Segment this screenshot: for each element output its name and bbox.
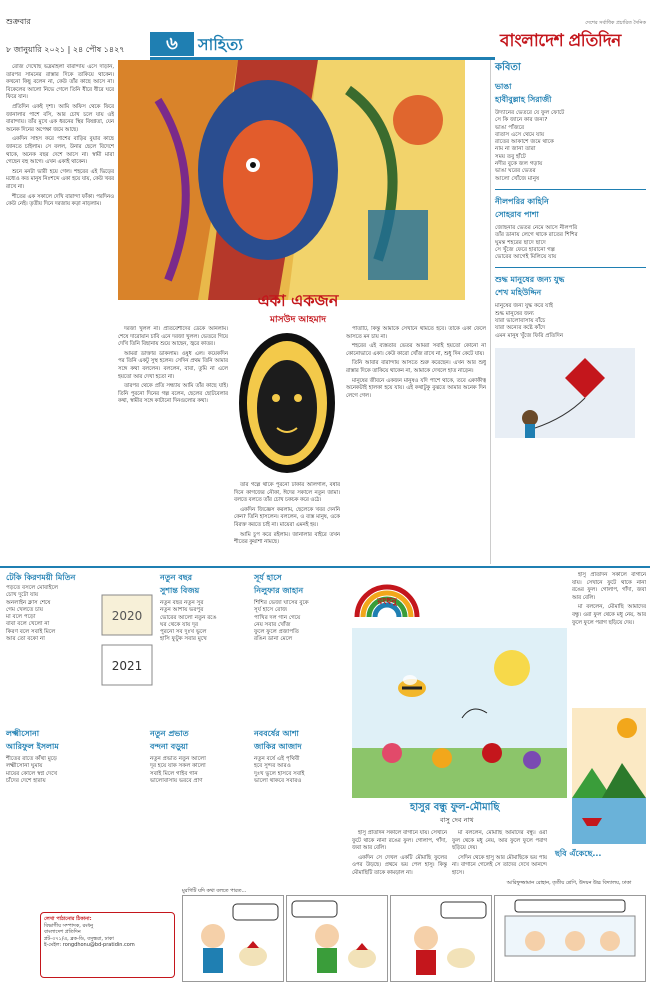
poem-line: হাসি ফুটুক সবার মুখে bbox=[160, 636, 207, 643]
poem-line: সে খুঁজে ফেরে হারানো গল্প bbox=[495, 246, 555, 253]
paragraph: শহরের এই ব্যস্ততার ভেতর আমরা সবাই হয়তো কোনো না কোনোভাবে একা। কেউ কারো খোঁজ রাখে না, শুধু দিন কেটে যায়। bbox=[346, 343, 486, 357]
kids-story-title: হাসুর বন্ধু ফুল-মৌমাছি bbox=[410, 802, 500, 813]
cartoon-strip-2 bbox=[286, 895, 388, 982]
paragraph: একদিন জিজ্ঞেস করলাম, ছেলেকে খবর দেননি কেন? তিনি হাসলেন। বললেন, ও ব্যস্ত মানুষ, ওকে বিরক্ত করতে চাই না। মায়েরা এমনই হয়। bbox=[234, 506, 340, 528]
rongdhonu-label: রংধনু bbox=[377, 597, 397, 607]
paragraph: মানুষের জীবনে একজন মানুষও যদি পাশে থাকে, তবে একাকীত্ব অনেকটাই হালকা হয়ে যায়। এই কথাটুকু বুঝতে আমার অনেক দিন লেগে গেল। bbox=[346, 377, 486, 399]
poem-line: মানুষের জন্য যুদ্ধ করে যাই bbox=[495, 303, 553, 310]
poem-line: ভাঙা ঘরের ভেতর bbox=[495, 168, 536, 175]
kids-poem bbox=[150, 728, 250, 888]
paragraph: মা বললেন, মৌমাছি আমাদের বন্ধু। ওরা ফুল থেকে মধু নেয়, আর ফুলে ফুলে পরাগ ছড়িয়ে দেয়। bbox=[452, 830, 547, 852]
poem-title: নববর্ষের আশা bbox=[254, 729, 299, 738]
page-header bbox=[0, 0, 650, 62]
paragraph: সেদিন থেকে হাসু আর মৌমাছিকে ভয় পায় না। বাগানে গেলেই সে তাদের দেখে আনন্দে হাসে। bbox=[452, 854, 547, 876]
kids-poem bbox=[254, 728, 346, 888]
kids-section-divider bbox=[0, 566, 650, 568]
poem-line: শীতের রাতে কাঁথা মুড়ে bbox=[6, 756, 58, 762]
poem-line: নতুন বর্ষে এই পৃথিবী bbox=[254, 756, 300, 762]
page-number: ৬ bbox=[150, 32, 194, 56]
contact-line: ই-মেইল: rongdhonu@bd-pratidin.com bbox=[44, 942, 135, 948]
contact-line: বাংলাদেশ প্রতিদিন bbox=[44, 929, 81, 935]
paragraph: হাসু প্রতিদিন সকালে বাগানে যায়। সেখানে ফুটে থাকে নানা রঙের ফুল। গোলাপ, গাঁদা, জবা আর বেলি। bbox=[572, 572, 646, 601]
poem bbox=[495, 274, 646, 339]
kite-illustration bbox=[495, 348, 635, 438]
poem-line: অনলাইন ক্লাস শেষে bbox=[6, 599, 51, 606]
poem-title: সূর্য হাসে bbox=[254, 573, 282, 582]
poem-lines bbox=[150, 756, 250, 785]
poem-line: শিশির ভেজা ঘাসের বুকে bbox=[254, 600, 309, 606]
poem bbox=[495, 81, 646, 183]
paragraph: তাঁর গল্পে থাকে পুরনো ঢাকার অলিগলি, বর্ষার দিনে কাগজের নৌকা, ঈদের সকালে নতুন জামা। বলতে বলতে তাঁর চোখ চকচক করে ওঠে। bbox=[234, 482, 340, 504]
paragraph: শুনে মনটা ভারী হয়ে গেল। শহরের এই ভিড়ের মধ্যেও কত মানুষ নিঃশব্দে একা হয়ে যায়, কেউ খবর রাখে না। bbox=[6, 168, 114, 190]
poem-line: নদীর বুকে জল গড়ায় bbox=[495, 161, 543, 168]
poem-author: সোহরাব পাশা bbox=[495, 209, 539, 219]
poetry-heading: কবিতা bbox=[495, 62, 521, 73]
poem-line: লক্ষ্মীসোনা ঘুমায় bbox=[6, 763, 43, 770]
poem-title: নীলপরির কাহিনি bbox=[495, 196, 549, 206]
poem-line: সবাই মিলে গাইব গান bbox=[150, 770, 198, 777]
logo-tagline: দেশের সর্বাধিক প্রচারিত দৈনিক bbox=[585, 20, 646, 26]
poem-line: উদ্যানের ভেতরে যে ফুল ফোটে bbox=[495, 110, 565, 116]
contact-line: বিভাগীয় সম্পাদক, রংধনু bbox=[44, 922, 94, 929]
paragraph: আমি চুপ করে রইলাম। জানালার বাইরে তখন শীতের কুয়াশা নামছে। bbox=[234, 531, 340, 546]
poem-title: নতুন বছর bbox=[160, 573, 193, 582]
story-column-3 bbox=[234, 482, 340, 562]
poem-line: দূর হয়ে যাক সকল কালো bbox=[150, 763, 206, 770]
paragraph: তারপর থেকে প্রতি সন্ধ্যায় আমি তাঁর কাছে যাই। তিনি পুরনো দিনের গল্প বলেন, ছেলের ছোটবেলার কথা, স্বামীর সঙ্গে কাটানো দিনগুলোর কথা। bbox=[118, 383, 228, 405]
cartoon-strip-1 bbox=[182, 895, 284, 982]
poem-line: নেয় সবার খোঁজ bbox=[254, 621, 291, 628]
poem-line: নতুন বছর নতুন সুর bbox=[160, 600, 204, 606]
cartoon-strip-3 bbox=[390, 895, 492, 982]
newspaper-logo bbox=[500, 20, 650, 56]
poem-lines bbox=[495, 303, 646, 339]
section-title: সাহিত্য bbox=[198, 35, 243, 54]
poem-author: হাবীবুল্লাহ সিরাজী bbox=[495, 95, 552, 104]
child-drawing bbox=[572, 708, 646, 844]
poem-line: চোখ দুটো যায় bbox=[6, 592, 39, 599]
poem-author: আরিফুল ইসলাম bbox=[6, 742, 59, 751]
poem-line: আর তো বকো না bbox=[6, 636, 45, 643]
calendar-2021-illustration bbox=[100, 590, 155, 690]
poem-line: ভালো থাকবে সবারও bbox=[254, 777, 302, 784]
poem-author: সুশান্ত বিজয় bbox=[160, 586, 200, 595]
poem-title: টেকি কিরণময়ী মিতিন bbox=[6, 573, 76, 582]
divider bbox=[495, 267, 646, 268]
poem-lines bbox=[254, 756, 346, 785]
poem-line: ভোরের আগেই মিলিয়ে যায় bbox=[495, 254, 557, 261]
divider bbox=[495, 189, 646, 190]
paragraph: একদিন সাহস করে পাশের বাড়ির বুয়ার কাছে জানতে চাইলাম। সে বলল, উনার ছেলে বিদেশে থাকে, অনেক বছর দেশে আসে না। স্বামী মারা গেছেন বহু আগে। এখন একাই থাকেন। bbox=[6, 136, 114, 166]
svg-text:2021: 2021 bbox=[111, 659, 143, 673]
poem-author: জাকির আজাদ bbox=[254, 742, 302, 751]
kids-poem bbox=[6, 728, 146, 888]
poem-line: জোছনার ভেতর নেমে আসে নীলপরি bbox=[495, 224, 578, 231]
poem-line: হবে সুন্দর আরও bbox=[254, 763, 291, 770]
poem-line: কিরণ বলে সবাই মিলে bbox=[6, 628, 56, 635]
poem-line: নাম না জানা তারা bbox=[495, 146, 536, 153]
paragraph: হাসু প্রতিদিন সকালে বাগানে যায়। সেখানে ফুটে থাকে নানা রঙের ফুল। গোলাপ, গাঁদা, জবা আর বেলি। bbox=[352, 830, 447, 852]
poem-line: দুঃখ ভুলে হাসবে সবাই bbox=[254, 770, 305, 777]
poem-line: নতুন আশায় ভরপুর bbox=[160, 607, 204, 614]
story-column-4 bbox=[346, 326, 486, 562]
poem-lines bbox=[495, 110, 646, 183]
svg-text:2020: 2020 bbox=[111, 609, 143, 623]
poem-line: পুরনো সব দুঃখ ভুলে bbox=[160, 629, 207, 636]
story-column-2 bbox=[118, 326, 228, 562]
poem-line: নতুন প্রভাত নতুন আলো bbox=[150, 756, 206, 762]
story-column-4-top bbox=[346, 64, 486, 86]
cartoon-caption: মুরগিটি যদি কথা বলতে পারত... bbox=[182, 888, 247, 894]
poem-line: যারা ভালোবাসায় বাঁচে bbox=[495, 318, 546, 325]
story-author: মাসউদ আহমাদ bbox=[270, 315, 326, 325]
poem-line: ঘর থেকে যায় দূর bbox=[160, 621, 199, 628]
logo-text: বাংলাদেশ প্রতিদিন bbox=[500, 31, 621, 51]
poem-lines bbox=[6, 585, 96, 643]
contact-line: প্লট-৩৭১/এ, ব্লক-ডি, বসুন্ধরা, ঢাকা bbox=[44, 935, 114, 942]
paragraph: প্রতিদিন একই দৃশ্য। আমি অফিস থেকে ফিরে জানালার পাশে বসি, আর চোখ চলে যায় ওই বারান্দায়। তাঁর মুখে এক ধরনের স্থির বিষণ্ণতা, যেন অনেক দিনের অপেক্ষা জমে আছে। bbox=[6, 103, 114, 133]
poem-line: এমন মানুষ খুঁজে ফিরি প্রতিদিন bbox=[495, 332, 564, 339]
story-illustration bbox=[118, 60, 465, 300]
poem-title: লক্ষ্মীসোনা bbox=[6, 729, 40, 738]
poem-line: রাতের আকাশে জমে থাকে bbox=[495, 139, 554, 146]
kids-poem bbox=[6, 572, 96, 722]
poem-line: পড়তে বসলে মোবাইলে bbox=[6, 585, 59, 591]
rongdhonu-logo bbox=[352, 572, 422, 622]
poem-line: পাখির দল গান গেয়ে bbox=[254, 614, 301, 621]
story-face-illustration bbox=[234, 328, 340, 478]
kids-poem bbox=[254, 572, 346, 722]
bee-flower-illustration bbox=[352, 628, 567, 798]
poem-line: যারা অন্যের কষ্টে কাঁদে bbox=[495, 325, 546, 332]
kids-story-author: বাসু দেব নাথ bbox=[440, 816, 474, 824]
poetry-column bbox=[490, 60, 646, 564]
drawing-title: ছবি এঁকেছে... bbox=[555, 849, 602, 858]
kids-poem bbox=[160, 572, 250, 722]
story-title: একা একজন bbox=[257, 291, 339, 310]
poem-line: মা বলে পড়ো bbox=[6, 614, 36, 621]
paragraph: রোজ দেখেছি ভদ্রমহিলা বারান্দায় এসে দাঁড়ান, তারপর সামনের রাস্তার দিকে তাকিয়ে থাকেন। কখনো কিছু বলেন না, কেউ তাঁর কাছে আসে না। বিকেলের আলো নিভে গেলে তিনি ধীরে ধীরে ঘরে ফিরে যান। bbox=[6, 64, 114, 101]
poem-line: মায়ের কোলে স্বপ্ন দেখে bbox=[6, 770, 58, 777]
poem-line: বাবা বলে খেলো না bbox=[6, 621, 50, 628]
poem-line: সময় তবু হাঁটে bbox=[495, 153, 526, 160]
poem-line: শুদ্ধ মানুষের জন্য bbox=[495, 310, 534, 317]
poem-line: ভালোবাসায় ভরবে প্রাণ bbox=[150, 777, 203, 784]
poem-lines bbox=[495, 225, 646, 261]
paragraph: আমরা ডাক্তার ডাকলাম। ওষুধ এল। কয়েকদিন পর তিনি একটু সুস্থ হলেন। সেদিন প্রথম তিনি আমার সঙ্গে কথা বললেন। বললেন, বাবা, তুমি না এলে হয়তো আর দেখা হতো না। bbox=[118, 350, 228, 380]
kids-story-column-1 bbox=[352, 830, 447, 892]
poem-line: সূর্য হাসে রোজ bbox=[254, 607, 287, 614]
poem-line: চাঁদের দেশে হারায় bbox=[6, 777, 46, 784]
poem-author: বন্দনা বড়ুয়া bbox=[150, 742, 188, 751]
poem-line: ভোরের আলো নতুন রঙে bbox=[160, 614, 217, 621]
contact-line: লেখা পাঠানোর ঠিকানা: bbox=[44, 916, 92, 922]
poem-line: তাঁর ডানায় লেগে থাকে রাতের শিশির bbox=[495, 232, 578, 239]
poem-line: সে কি জানে কার জন্য? bbox=[495, 117, 548, 124]
poem-title: নতুন প্রভাত bbox=[150, 729, 189, 738]
poem-line: বাতাস এসে থেমে যায় bbox=[495, 131, 545, 138]
poem-author: শেখ মহিউদ্দিন bbox=[495, 288, 542, 298]
kids-story-continued bbox=[572, 572, 646, 702]
poem-line: ফুলে ফুলে প্রজাপতি bbox=[254, 629, 299, 636]
poem-author: নিলুফার জাহান bbox=[254, 586, 304, 595]
poem-title: ভাঙা bbox=[495, 82, 512, 91]
header-day: শুক্রবার bbox=[6, 17, 31, 26]
paragraph: মা বললেন, মৌমাছি আমাদের বন্ধু। ওরা ফুল থেকে মধু নেয়, আর ফুলে ফুলে পরাগ ছড়িয়ে দেয়। bbox=[572, 604, 646, 626]
poem-line: গেম খেলতে চায় bbox=[6, 606, 44, 613]
poem-line: ভাঙা পাঁজরে bbox=[495, 124, 525, 131]
poem-line: ঘুমন্ত শহরের ছাদে ছাদে bbox=[495, 239, 546, 246]
poem-line: রঙিন ডানা মেলে bbox=[254, 636, 293, 643]
poem-lines bbox=[6, 756, 146, 785]
drawing-caption: আরিফুজ্জামান রোহান, তৃতীয় শ্রেণি, উদয়ন উচ্চ বিদ্যালয়, ঢাকা bbox=[506, 880, 632, 886]
paragraph: পাতাটি, কিন্তু আমাকে সেখানে থামতে হবে। তাঁকে একা ফেলে আসতে মন চায় না। bbox=[346, 326, 486, 340]
paragraph: দরজা খুলল না। প্রতিবেশীদের ডেকে আনলাম। শেষে দারোয়ান চাবি এনে দরজা খুলল। ভেতরে গিয়ে দেখি তিনি বিছানায় শুয়ে আছেন, জ্বরে কাতর। bbox=[118, 326, 228, 348]
paragraph: শীতের এক সকালে দেখি বারান্দা ফাঁকা। পরদিনও কেউ নেই। তৃতীয় দিনে দরজায় কড়া নাড়লাম। bbox=[6, 193, 114, 208]
poem-lines bbox=[160, 600, 250, 644]
poem-lines bbox=[254, 600, 346, 644]
poem-title: শুদ্ধ মানুষের জন্য যুদ্ধ bbox=[495, 275, 565, 285]
contact-box bbox=[40, 912, 175, 978]
cartoon-strip-4 bbox=[494, 895, 646, 982]
paragraph: একদিন সে দেখল একটি মৌমাছি ফুলের ওপর উড়ছে। প্রথমে ভয় পেল হাসু। কিন্তু মৌমাছিটি তাকে কামড়াল না। bbox=[352, 854, 447, 876]
story-column-1 bbox=[6, 64, 114, 562]
paragraph: তিনি আবার বারান্দায় আসতে শুরু করেছেন। এখন আর শুধু রাস্তার দিকে তাকিয়ে থাকেন না, আমাকে দেখলে হাত নাড়েন। bbox=[346, 360, 486, 374]
header-date: ৮ জানুয়ারি ২০২১ | ২৪ পৌষ ১৪২৭ bbox=[6, 45, 125, 54]
poem bbox=[495, 196, 646, 261]
poem-line: আলো খোঁজে মানুষ bbox=[495, 175, 540, 182]
